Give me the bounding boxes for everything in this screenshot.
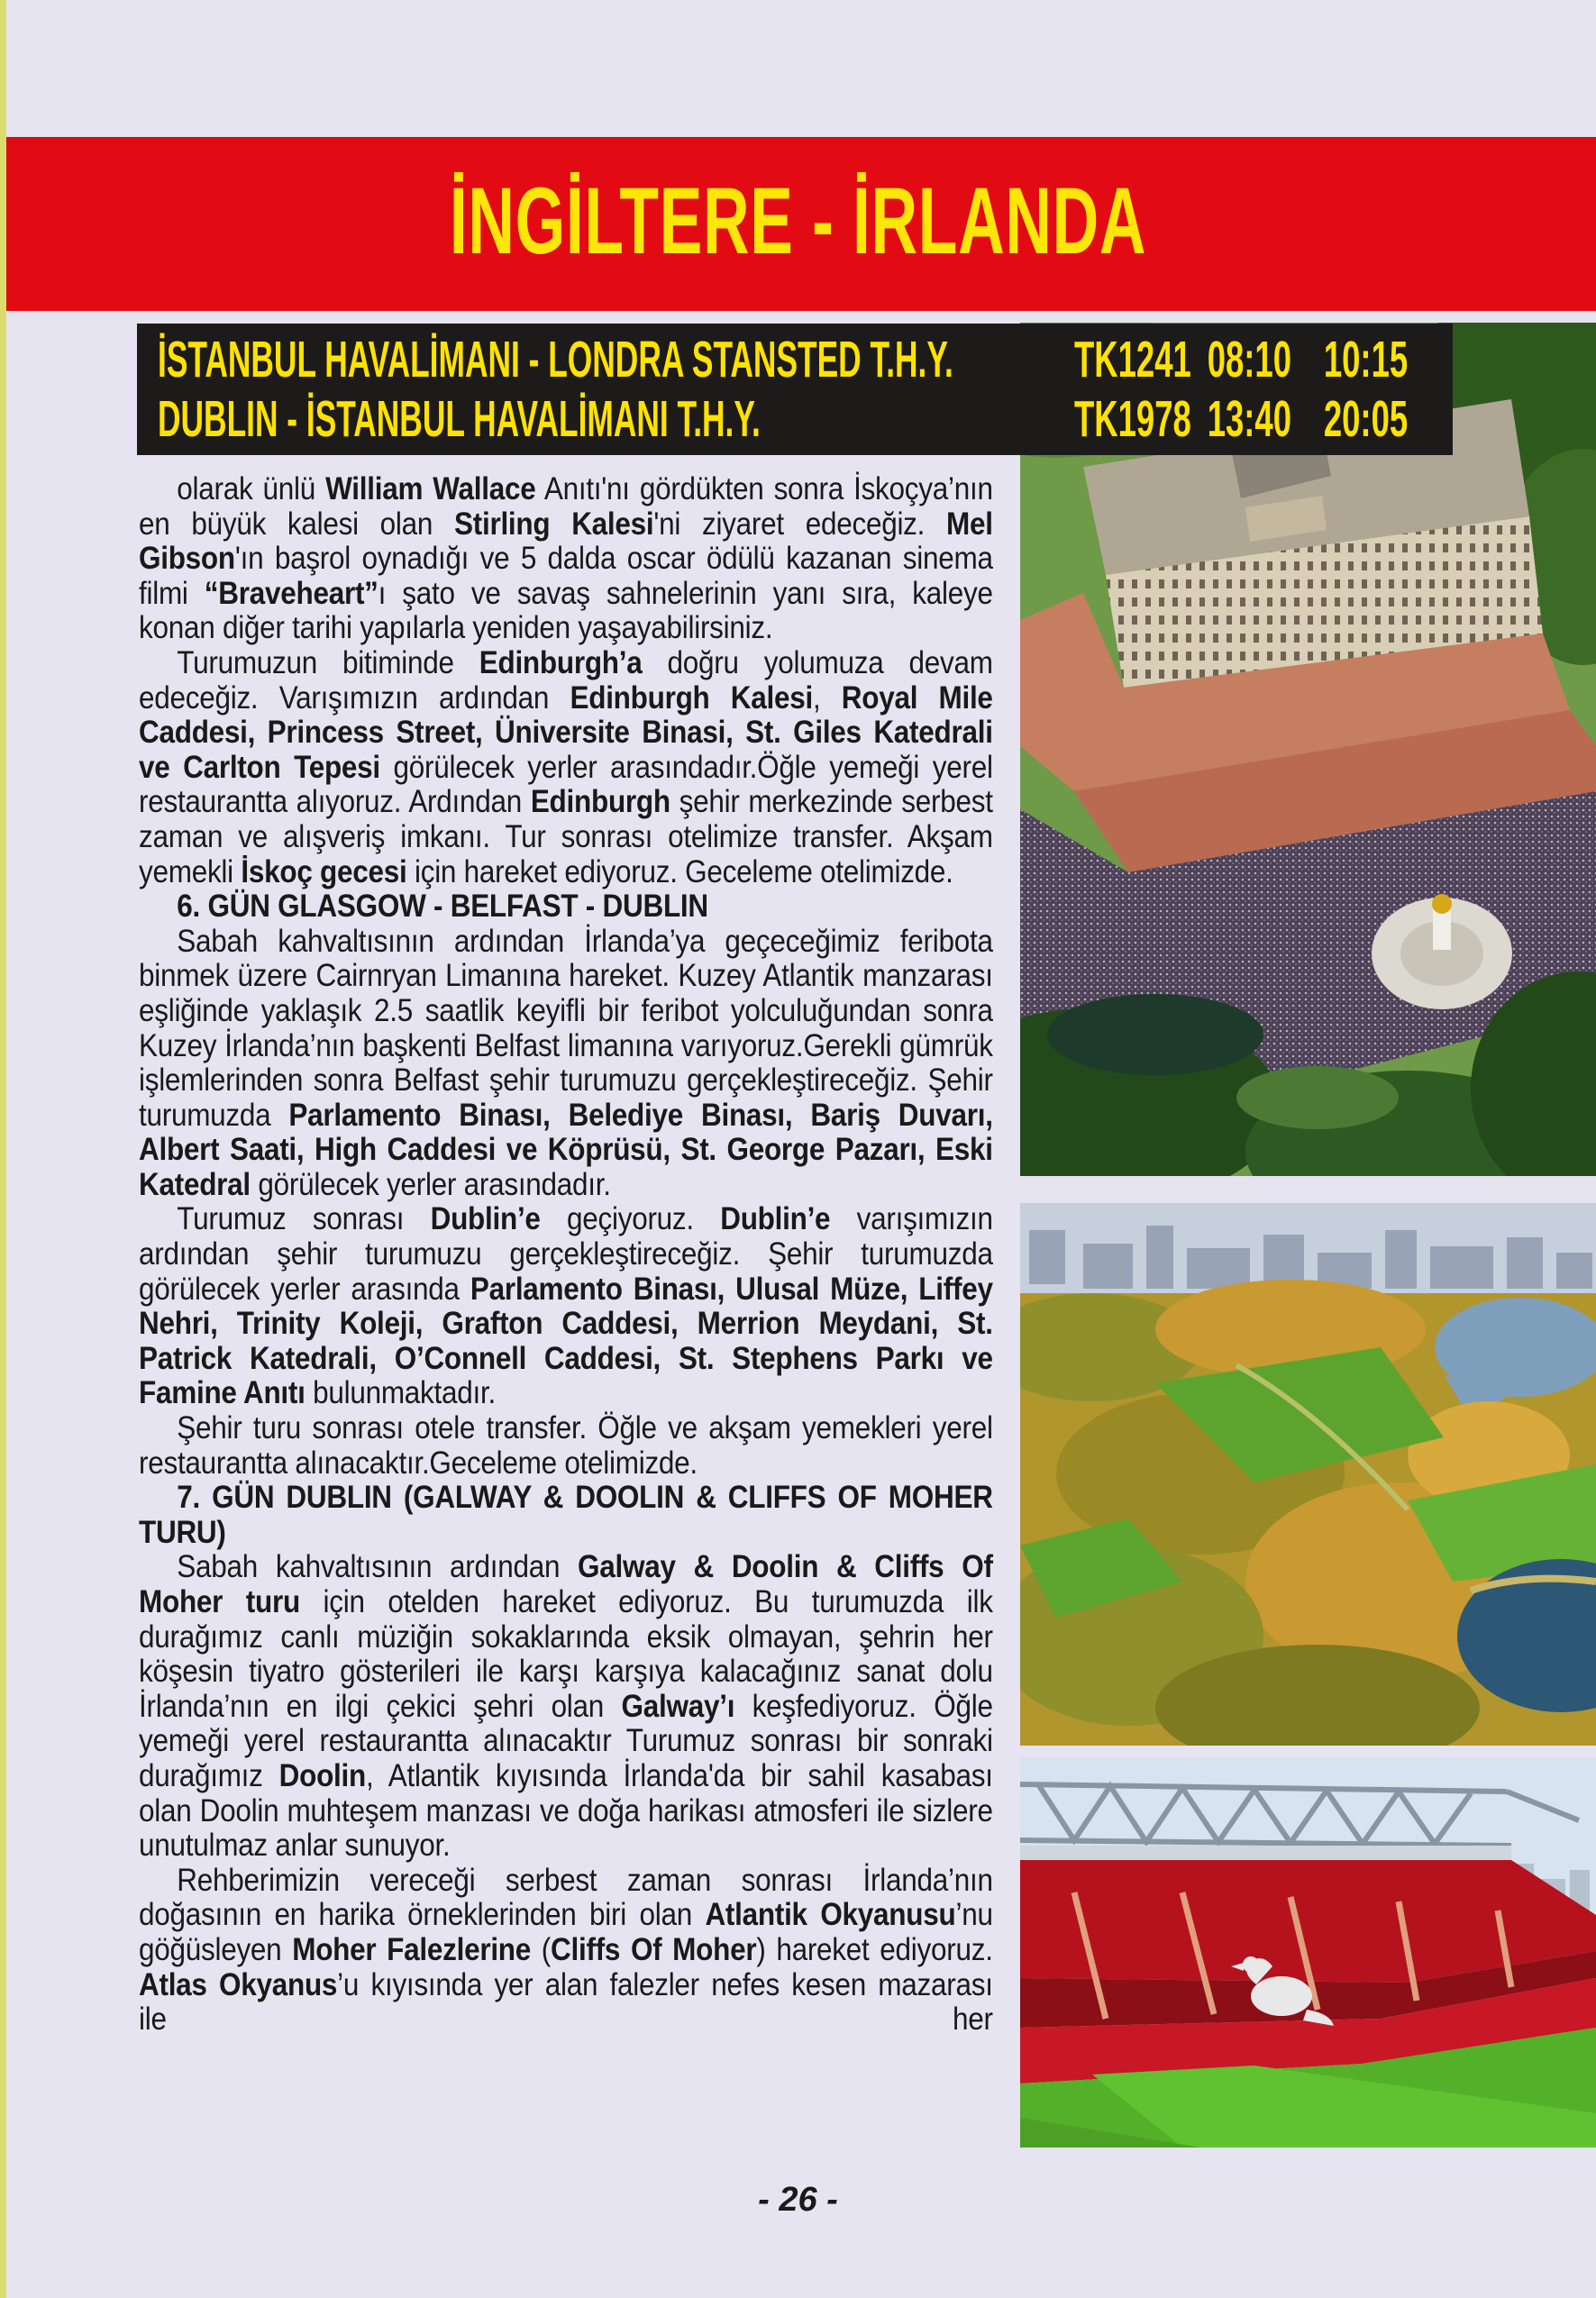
arrival-time: 20:05 [1323,390,1409,448]
paragraph: Turumuz sonrası Dublin’e geçiyoruz. Dublin’e varışımızın ardından şehir turumuzu gerçekleştireceğiz. Şehir turumuzda görülecek yerler arasında Parlamento Binası, Ulusal Müze, Liffey Nehri, Trinity Koleji, Grafton Caddesi, Merrion Meydani, St. Patrick Katedrali, O’Connell Caddesi, St. Stephens Parkı ve Famine Anıtı bulunmaktadır. [139,1201,993,1411]
paragraph: Sabah kahvaltısının ardından İrlanda’ya geçeceğimiz feribota binmek üzere Cairnryan Limanına hareket. Kuzey Atlantik manzarası eşliğinde yaklaşık 2.5 saatlik keyifli bir feribot yolculuğundan sonra Kuzey İrlanda’nın başkenti Belfast limanına varıyoruz.Gerekli gümrük işlemlerinden sonra Belfast şehir turumuzu gerçekleştireceğiz. Şehir turumuzda Parlamento Binası, Belediye Binası, Bariş Duvarı, Albert Saati, High Caddesi ve Köprüsü, St. George Pazarı, Eski Katedral görülecek yerler arasındadır. [139,923,993,1202]
flight-number: TK1978 [1074,390,1191,448]
departure-time: 13:40 [1207,390,1292,448]
departure-time: 08:10 [1207,331,1292,388]
flight-row [137,389,1453,449]
itinerary-text [139,472,993,2038]
flight-route: DUBLIN - İSTANBUL HAVALİMANI T.H.Y. [158,390,761,448]
section-heading: 7. GÜN DUBLIN (GALWAY & DOOLIN & CLIFFS OF MOHER TURU) [139,1480,993,1550]
paragraph: olarak ünlü William Wallace Anıtı'nı gördükten sonra İskoçya’nın en büyük kalesi olan Stirling Kalesi'ni ziyaret edeceğiz. Mel Gibson'ın başrol oynadığı ve 5 dalda oscar ödülü kazanan sinema filmi “Braveheart”ı şato ve savaş sahnelerinin yanı sıra, kaleye konan diğer tarihi yapılarla yeniden yaşayabilirsiniz. [139,471,993,646]
paragraph: Rehberimizin vereceği serbest zaman sonrası İrlanda’nın doğasının en harika örneklerinden biri olan Atlantik Okyanusu’nu göğüsleyen Moher Falezlerine (Cliffs Of Moher) hareket ediyoruz. Atlas Okyanus’u kıyısında yer alan falezler nefes kesen mazarası ile her [139,1862,993,2038]
anfield-stadium-photo [1020,1757,1596,2148]
page-edge-strip [0,0,6,2298]
city-park-aerial-photo [1020,1203,1596,1746]
page-title: İNGİLTERE - İRLANDA [449,169,1147,274]
arrival-time: 10:15 [1323,331,1409,388]
page-number: - 26 - [758,2181,838,2219]
flight-times [1074,330,1408,389]
flight-number: TK1241 [1074,331,1191,388]
paragraph: Turumuzun bitiminde Edinburgh’a doğru yolumuza devam edeceğiz. Varışımızın ardından Edinburgh Kalesi, Royal Mile Caddesi, Princess Street, Üniversite Binasi, St. Giles Katedrali ve Carlton Tepesi görülecek yerler arasındadır.Öğle yemeği yerel restaurantta alıyoruz. Ardından Edinburgh şehir merkezinde serbest zaman ve alışveriş imkanı. Tur sonrası otelimize transfer. Akşam yemekli İskoç gecesi için hareket ediyoruz. Geceleme otelimizde. [139,644,993,889]
flight-info-bar [137,324,1453,455]
paragraph: Sabah kahvaltısının ardından Galway & Doolin & Cliffs Of Moher turu için otelden hareket ediyoruz. Bu turumuzda ilk durağımız canlı müziğin sokaklarında eksik olmayan, şehrin her köşesin tiyatro gösterileri ile karşı karşıya kalacağınız sanat dolu İrlanda’nın en ilgi çekici şehri olan Galway’ı keşfediyoruz. Öğle yemeği yerel restaurantta alınacaktır Turumuz sonrası bir sonraki durağımız Doolin, Atlantik kıyısında İrlanda'da bir sahil kasabası olan Doolin muhteşem manzası ve doğa harikası atmosferi ile sizlere unutulmaz anlar sunuyor. [139,1549,993,1864]
flight-times [1074,389,1408,449]
flight-route: İSTANBUL HAVALİMANI - LONDRA STANSTED T.H.Y. [158,331,953,388]
flight-row [137,330,1453,389]
title-band [0,137,1596,311]
section-heading: 6. GÜN GLASGOW - BELFAST - DUBLIN [177,889,708,925]
paragraph: Şehir turu sonrası otele transfer. Öğle ve akşam yemekleri yerel restaurantta alınacaktır.Geceleme otelimizde. [139,1410,993,1481]
